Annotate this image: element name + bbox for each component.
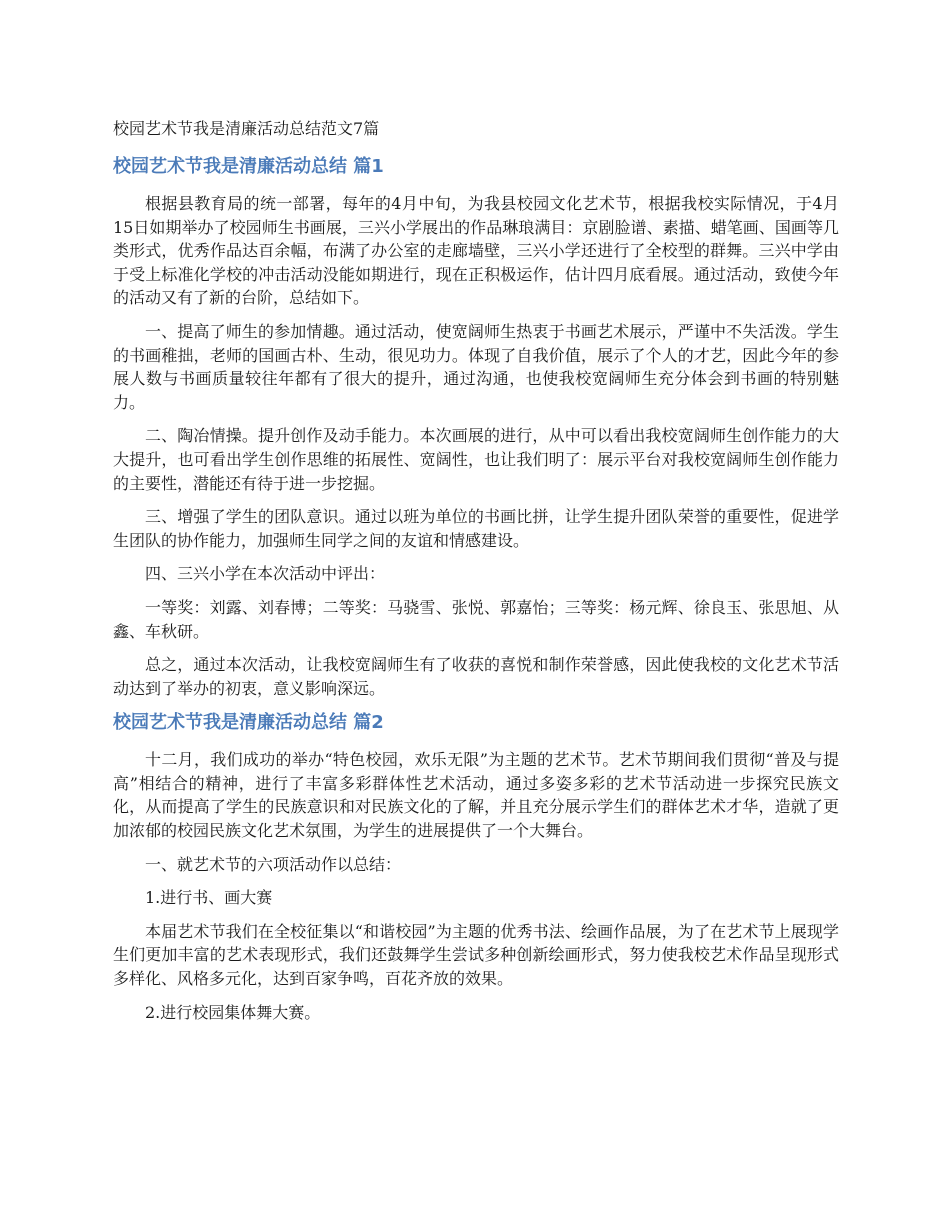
paragraph: 总之，通过本次活动，让我校宽阔师生有了收获的喜悦和制作荣誉感，因此使我校的文化艺术节活动达到了举办的初衷，意义影响深远。: [113, 655, 839, 698]
paragraph: 十二月，我们成功的举办“特色校园，欢乐无限”为主题的艺术节。艺术节期间我们贯彻“普及与提高”相结合的精神，进行了丰富多彩群体性艺术活动，通过多姿多彩的艺术节活动进一步探究民族文化，从而提高了学生的民族意识和对民族文化的了解，并且充分展示学生们的群体艺术才华，造就了更加浓郁的校园民族文化艺术氛围，为学生的进展提供了一个大舞台。: [113, 750, 839, 841]
paragraph: 1.进行书、画大赛: [145, 888, 273, 908]
paragraph: 二、陶冶情操。提升创作及动手能力。本次画展的进行，从中可以看出我校宽阔师生创作能力的大大提升，也可看出学生创作思维的拓展性、宽阔性，也让我们明了：展示平台对我校宽阔师生创作能力的主要性，潜能还有待于进一步挖掘。: [113, 426, 839, 493]
section-2: [113, 710, 839, 1024]
section-heading: 校园艺术节我是清廉活动总结 篇2: [113, 712, 384, 734]
section-1: [113, 154, 839, 700]
paragraph: 根据县教育局的统一部署，每年的4月中旬，为我县校园文化艺术节，根据我校实际情况，于4月15日如期举办了校园师生书画展，三兴小学展出的作品琳琅满目：京剧脸谱、素描、蜡笔画、国画等几类形式，优秀作品达百余幅，布满了办公室的走廊墙壁，三兴小学还进行了全校型的群舞。三兴中学由于受上标准化学校的冲击活动没能如期进行，现在正积极运作，估计四月底看展。通过活动，致使今年的活动又有了新的台阶，总结如下。: [113, 194, 839, 308]
paragraph: 一、提高了师生的参加情趣。通过活动，使宽阔师生热衷于书画艺术展示，严谨中不失活泼。学生的书画稚拙，老师的国画古朴、生动，很见功力。体现了自我价值，展示了个人的才艺，因此今年的参展人数与书画质量较往年都有了很大的提升，通过沟通，也使我校宽阔师生充分体会到书画的特别魅力。: [113, 321, 839, 412]
paragraph: 三、增强了学生的团队意识。通过以班为单位的书画比拼，让学生提升团队荣誉的重要性，促进学生团队的协作能力，加强师生同学之间的友谊和情感建设。: [113, 507, 839, 550]
paragraph: 2.进行校园集体舞大赛。: [145, 1002, 321, 1022]
document-page: [113, 116, 839, 1034]
paragraph: 一、就艺术节的六项活动作以总结：: [145, 854, 402, 874]
paragraph: 四、三兴小学在本次活动中评出：: [145, 564, 386, 584]
section-heading: 校园艺术节我是清廉活动总结 篇1: [113, 156, 384, 177]
paragraph: 一等奖：刘露、刘春博；二等奖：马骁雪、张悦、郭嘉怡；三等奖：杨元辉、徐良玉、张思旭、从鑫、车秋研。: [113, 597, 839, 641]
paragraph: 本届艺术节我们在全校征集以“和谐校园”为主题的优秀书法、绘画作品展，为了在艺术节上展现学生们更加丰富的艺术表现形式，我们还鼓舞学生尝试多种创新绘画形式，努力使我校艺术作品呈现形式多样化、风格多元化，达到百家争鸣，百花齐放的效果。: [113, 921, 839, 989]
document-title: 校园艺术节我是清廉活动总结范文7篇: [113, 119, 380, 138]
